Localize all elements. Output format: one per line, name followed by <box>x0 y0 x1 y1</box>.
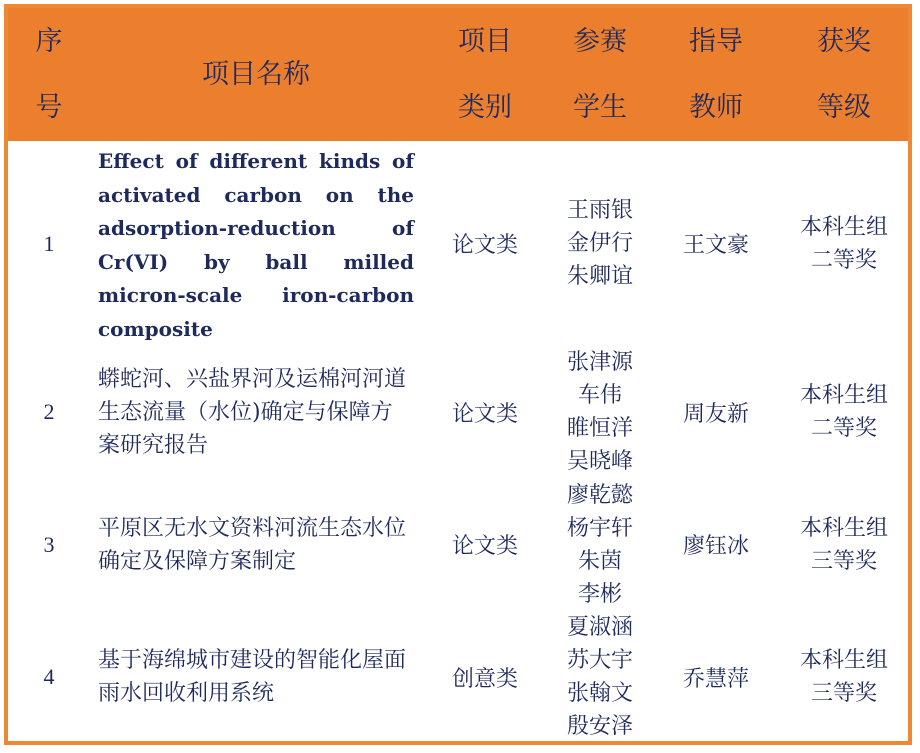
cell-advisor: 王文豪 <box>682 233 749 258</box>
table-row <box>8 141 908 346</box>
student-name: 张翰文 <box>566 681 633 706</box>
header-advisor: 指导 教师 <box>689 25 743 123</box>
header-award: 获奖 等级 <box>817 25 871 123</box>
student-name: 夏淑涵 <box>566 615 633 640</box>
cell-award: 本科生组 二等奖 <box>799 383 888 441</box>
cell-category: 论文类 <box>451 401 518 427</box>
cell-students <box>548 611 652 743</box>
cell-students <box>548 141 652 346</box>
student-name: 吴晓峰 <box>566 449 633 474</box>
cell-advisor: 周友新 <box>682 401 749 427</box>
student-name: 苏大宇 <box>566 648 633 673</box>
cell-students <box>548 346 652 478</box>
student-name: 殷安泽 <box>566 714 633 739</box>
student-name: 睢恒洋 <box>566 416 633 441</box>
table-row <box>8 478 908 611</box>
cell-advisor: 乔慧萍 <box>682 666 749 692</box>
award-table <box>8 8 908 743</box>
cell-students <box>548 478 652 611</box>
student-name: 李彬 <box>577 581 622 607</box>
table-row <box>8 611 908 743</box>
cell-category: 论文类 <box>451 534 518 559</box>
student-name: 金伊行 <box>566 231 633 256</box>
cell-advisor: 廖钰冰 <box>682 534 749 559</box>
student-name: 车伟 <box>577 383 622 408</box>
cell-award: 本科生组 三等奖 <box>799 515 888 574</box>
cell-project-name: 平原区无水文资料河流生态水位确定及保障方案制定 <box>98 515 407 574</box>
cell-project-name: 蟒蛇河、兴盐界河及运棉河河道生态流量（水位)确定与保障方案研究报告 <box>98 366 407 458</box>
header-students: 参赛 学生 <box>573 25 627 123</box>
header-seq: 序 号 <box>35 25 63 123</box>
cell-seq: 4 <box>43 664 55 689</box>
cell-seq: 3 <box>43 531 55 557</box>
cell-category: 论文类 <box>451 233 518 258</box>
header-category: 项目 类别 <box>458 25 512 123</box>
cell-award: 本科生组 三等奖 <box>799 648 888 706</box>
cell-project-name: Effect of different kinds of activated carbon on the adsorption-reduction of Cr(VI) by ball milled micron-scale iron-carbon composite <box>98 149 414 341</box>
award-table-frame <box>4 4 912 745</box>
student-name: 王雨银 <box>566 198 633 223</box>
cell-project-name: 基于海绵城市建设的智能化屋面雨水回收利用系统 <box>98 648 407 706</box>
table-row <box>8 346 908 478</box>
header-name: 项目名称 <box>202 58 310 90</box>
table-header-row <box>8 8 908 141</box>
student-name: 廖乾懿 <box>566 482 633 508</box>
cell-seq: 2 <box>43 399 55 424</box>
cell-category: 创意类 <box>451 666 518 692</box>
student-name: 朱卿谊 <box>566 264 633 289</box>
student-name: 张津源 <box>566 350 633 375</box>
student-name: 杨宇轩 <box>566 515 633 541</box>
cell-seq: 1 <box>43 230 55 256</box>
student-name: 朱茵 <box>577 548 622 574</box>
cell-award: 本科生组 二等奖 <box>799 214 888 273</box>
